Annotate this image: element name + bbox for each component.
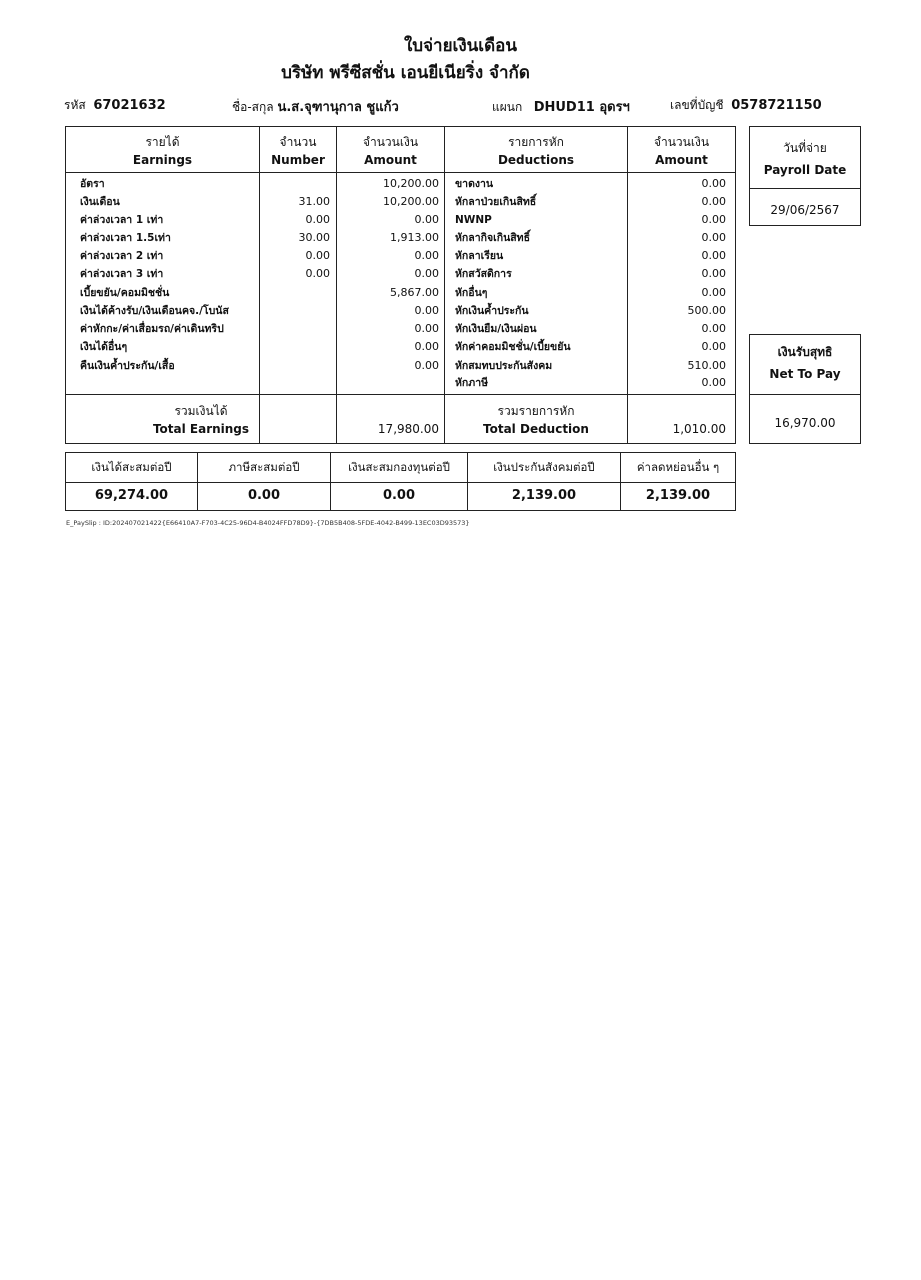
ytd-value: 0.00 <box>382 488 416 503</box>
earnings-row: ค่าล่วงเวลา 1 เท่า <box>80 214 164 226</box>
payroll-date-label: วันที่จ่าย Payroll Date <box>763 141 847 177</box>
deduction-amount: 0.00 <box>701 322 726 335</box>
deduction-row: หักเงินค้ำประกัน <box>455 305 529 317</box>
payroll-date-value: 29/06/2567 <box>770 203 840 217</box>
earnings-row: คืนเงินค้ำประกัน/เสื้อ <box>80 360 175 372</box>
earnings-row: เบี้ยขยัน/คอมมิชชั่น <box>80 287 170 299</box>
earnings-amount: 5,867.00 <box>390 286 439 299</box>
payslip-title: ใบจ่ายเงินเดือน <box>404 36 517 56</box>
deduction-amount: 0.00 <box>701 249 726 262</box>
ytd-value: 2,139.00 <box>511 488 577 503</box>
earnings-amount: 0.00 <box>414 359 439 372</box>
earnings-number <box>260 175 330 193</box>
earnings-row: ค่าล่วงเวลา 2 เท่า <box>80 250 164 262</box>
deduction-amount: 0.00 <box>701 195 726 208</box>
deduction-row: หักภาษี <box>455 377 489 389</box>
ytd-value: 0.00 <box>247 488 281 503</box>
earnings-amount: 1,913.00 <box>390 231 439 244</box>
earnings-row: เงินเดือน <box>80 196 120 208</box>
total-deduction-value: 1,010.00 <box>672 422 726 436</box>
earnings-row: ค่าล่วงเวลา 1.5เท่า <box>80 232 171 244</box>
earnings-number: 31.00 <box>298 195 330 208</box>
deduction-row: หักลาป่วยเกินสิทธิ์ <box>455 196 537 208</box>
earnings-number: 0.00 <box>305 249 330 262</box>
earnings-amount: 0.00 <box>414 340 439 353</box>
employee-account-value: 0578721150 <box>731 98 822 113</box>
deduction-row: หักค่าคอมมิชชั่น/เบี้ยขยัน <box>455 341 571 353</box>
ytd-header: ภาษีสะสมต่อปี <box>228 460 300 474</box>
deduction-row: หักลากิจเกินสิทธิ์ <box>455 232 530 244</box>
employee-account: เลขที่บัญชี 0578721150 <box>670 98 822 113</box>
col-deduction-amount-header: จำนวนเงิน Amount <box>653 135 710 167</box>
earnings-row: เงินได้อื่นๆ <box>80 341 128 353</box>
payslip-id: E_PaySlip : ID:202407021422{E66410A7-F703-4C25-96D4-B4024FFD78D9}-{7DB5B408-5FDE-4042-B499-13EC03D93573} <box>66 519 470 527</box>
deduction-row: หักลาเรียน <box>455 250 504 262</box>
earnings-amount: 0.00 <box>414 304 439 317</box>
earnings-amount: 0.00 <box>414 249 439 262</box>
earnings-number: 30.00 <box>298 231 330 244</box>
earnings-row: อัตรา <box>80 178 105 190</box>
deduction-amount: 0.00 <box>701 231 726 244</box>
ytd-value: 2,139.00 <box>645 488 711 503</box>
employee-dept-value: DHUD11 อุดรฯ <box>533 100 630 115</box>
deduction-amount: 0.00 <box>701 376 726 389</box>
ytd-header: ค่าลดหย่อนอื่น ๆ <box>636 460 720 474</box>
earnings-number: 0.00 <box>305 267 330 280</box>
col-amount-header: จำนวนเงิน Amount <box>362 135 419 167</box>
deduction-row: หักสวัสดิการ <box>455 268 512 280</box>
net-pay-label: เงินรับสุทธิ Net To Pay <box>769 345 841 381</box>
deduction-amount: 0.00 <box>701 267 726 280</box>
deduction-amount: 0.00 <box>701 177 726 190</box>
earnings-row: ค่าหักกะ/ค่าเสื่อมรถ/ค่าเดินทริป <box>80 323 224 335</box>
col-number-header: จำนวน Number <box>271 135 325 167</box>
employee-name-value: น.ส.จุฑานุกาล ชูแก้ว <box>277 100 399 115</box>
deduction-row: ขาดงาน <box>455 178 494 190</box>
ytd-header: เงินได้สะสมต่อปี <box>91 460 172 474</box>
total-earnings-label: รวมเงินได้ Total Earnings <box>152 404 250 436</box>
earnings-amount: 0.00 <box>414 267 439 280</box>
company-name: บริษัท พรีซีสชั่น เอนยีเนียริ่ง จำกัด <box>281 63 530 83</box>
net-pay-value: 16,970.00 <box>774 416 836 430</box>
deduction-row: หักเงินยืม/เงินผ่อน <box>455 323 537 335</box>
ytd-header: เงินประกันสังคมต่อปี <box>493 460 595 474</box>
employee-code: รหัส 67021632 <box>64 98 166 113</box>
deduction-amount: 0.00 <box>701 286 726 299</box>
earnings-amount: 0.00 <box>414 213 439 226</box>
deduction-row: หักสมทบประกันสังคม <box>455 360 553 372</box>
employee-dept: แผนก DHUD11 อุดรฯ <box>492 100 630 115</box>
total-earnings-value: 17,980.00 <box>377 422 439 436</box>
deduction-row: หักอื่นๆ <box>455 287 488 299</box>
earnings-row: เงินได้ค้างรับ/เงินเดือนคจ./โบนัส <box>80 305 229 317</box>
deduction-row: NWNP <box>455 214 492 226</box>
deduction-amount: 500.00 <box>687 304 726 317</box>
employee-name: ชื่อ-สกุล น.ส.จุฑานุกาล ชูแก้ว <box>232 100 399 115</box>
earnings-amount: 10,200.00 <box>383 177 439 190</box>
earnings-amount: 10,200.00 <box>383 195 439 208</box>
earnings-number: 0.00 <box>305 213 330 226</box>
earnings-row: ค่าล่วงเวลา 3 เท่า <box>80 268 164 280</box>
deduction-amount: 0.00 <box>701 340 726 353</box>
ytd-header: เงินสะสมกองทุนต่อปี <box>348 460 450 474</box>
deduction-amount: 510.00 <box>687 359 726 372</box>
total-deduction-label: รวมรายการหัก Total Deduction <box>483 404 589 436</box>
ytd-value: 69,274.00 <box>94 488 169 503</box>
employee-code-value: 67021632 <box>93 98 166 113</box>
col-earnings-header: รายได้ Earnings <box>132 135 193 167</box>
deduction-amount: 0.00 <box>701 213 726 226</box>
col-deductions-header: รายการหัก Deductions <box>497 135 575 167</box>
earnings-amount: 0.00 <box>414 322 439 335</box>
